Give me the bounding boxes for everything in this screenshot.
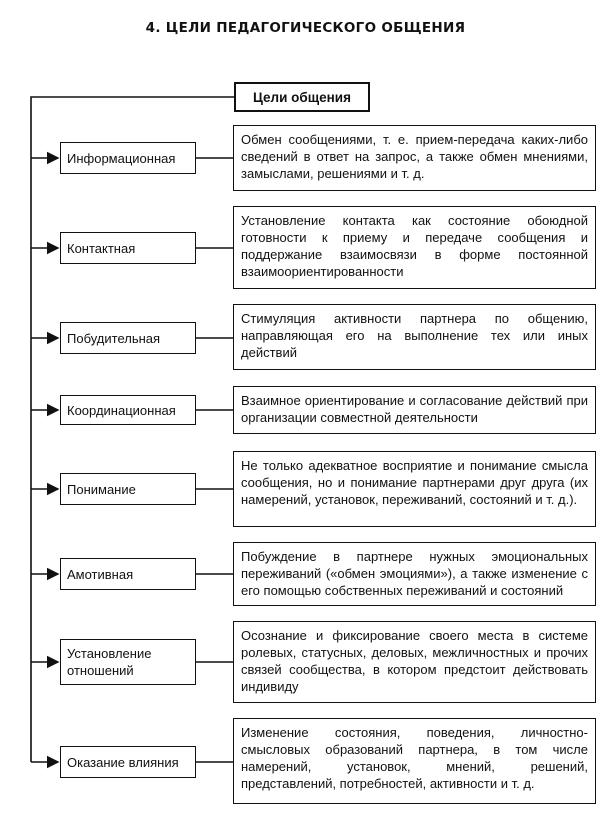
description-box: Не только адекватное восприятие и понимание смысла сообщения, но и понимание партнерами друг друга (их намерений, установок, переживаний, состояний и т. д.).: [233, 451, 596, 527]
goal-label: Понимание: [67, 481, 136, 497]
goal-box: [60, 473, 196, 505]
description-box: Побуждение в партнере нужных эмоциональных переживаний («обмен эмоциями»), а также изменение с его помощью собственных переживаний и состояний: [233, 542, 596, 606]
goal-box: [60, 232, 196, 264]
description-box: Обмен сообщениями, т. е. прием-передача каких-либо сведений в ответ на запрос, а также обмен мнениями, замыслами, решениями и т. д.: [233, 125, 596, 191]
description-box: Взаимное ориентирование и согласование действий при организации совместной деятельности: [233, 386, 596, 434]
goal-box: [60, 746, 196, 778]
description-box: Осознание и фиксирование своего места в системе ролевых, статусных, деловых, межличностных и прочих связей сообщества, в котором предстоит действовать индивиду: [233, 621, 596, 703]
diagram-title: 4. ЦЕЛИ ПЕДАГОГИЧЕСКОГО ОБЩЕНИЯ: [145, 20, 466, 36]
description-box: Установление контакта как состояние обоюдной готовности к приему и передаче сообщения и поддержание взаимосвязи в форме постоянной взаимоориентированности: [233, 206, 596, 289]
description-box: Изменение состояния, поведения, личностно-смысловых образований партнера, в том числе намерений, установок, мнений, решений, представлений, потребностей, активности и т. д.: [233, 718, 596, 804]
goal-label: Установление отношений: [67, 646, 152, 678]
goal-box: [60, 395, 196, 425]
goal-box: [60, 142, 196, 174]
goal-box: [60, 322, 196, 354]
goal-label: Амотивная: [67, 566, 134, 582]
goal-label: Побудительная: [67, 330, 161, 346]
goal-label: Контактная: [67, 240, 136, 256]
root-node: Цели общения: [234, 82, 370, 112]
goal-box: [60, 558, 196, 590]
goal-box: [60, 639, 196, 685]
goal-label: Оказание влияния: [67, 754, 179, 770]
goal-label: Координационная: [67, 402, 176, 418]
description-box: Стимуляция активности партнера по общению, направляющая его на выполнение тех или иных действий: [233, 304, 596, 370]
goal-label: Информационная: [67, 150, 176, 166]
